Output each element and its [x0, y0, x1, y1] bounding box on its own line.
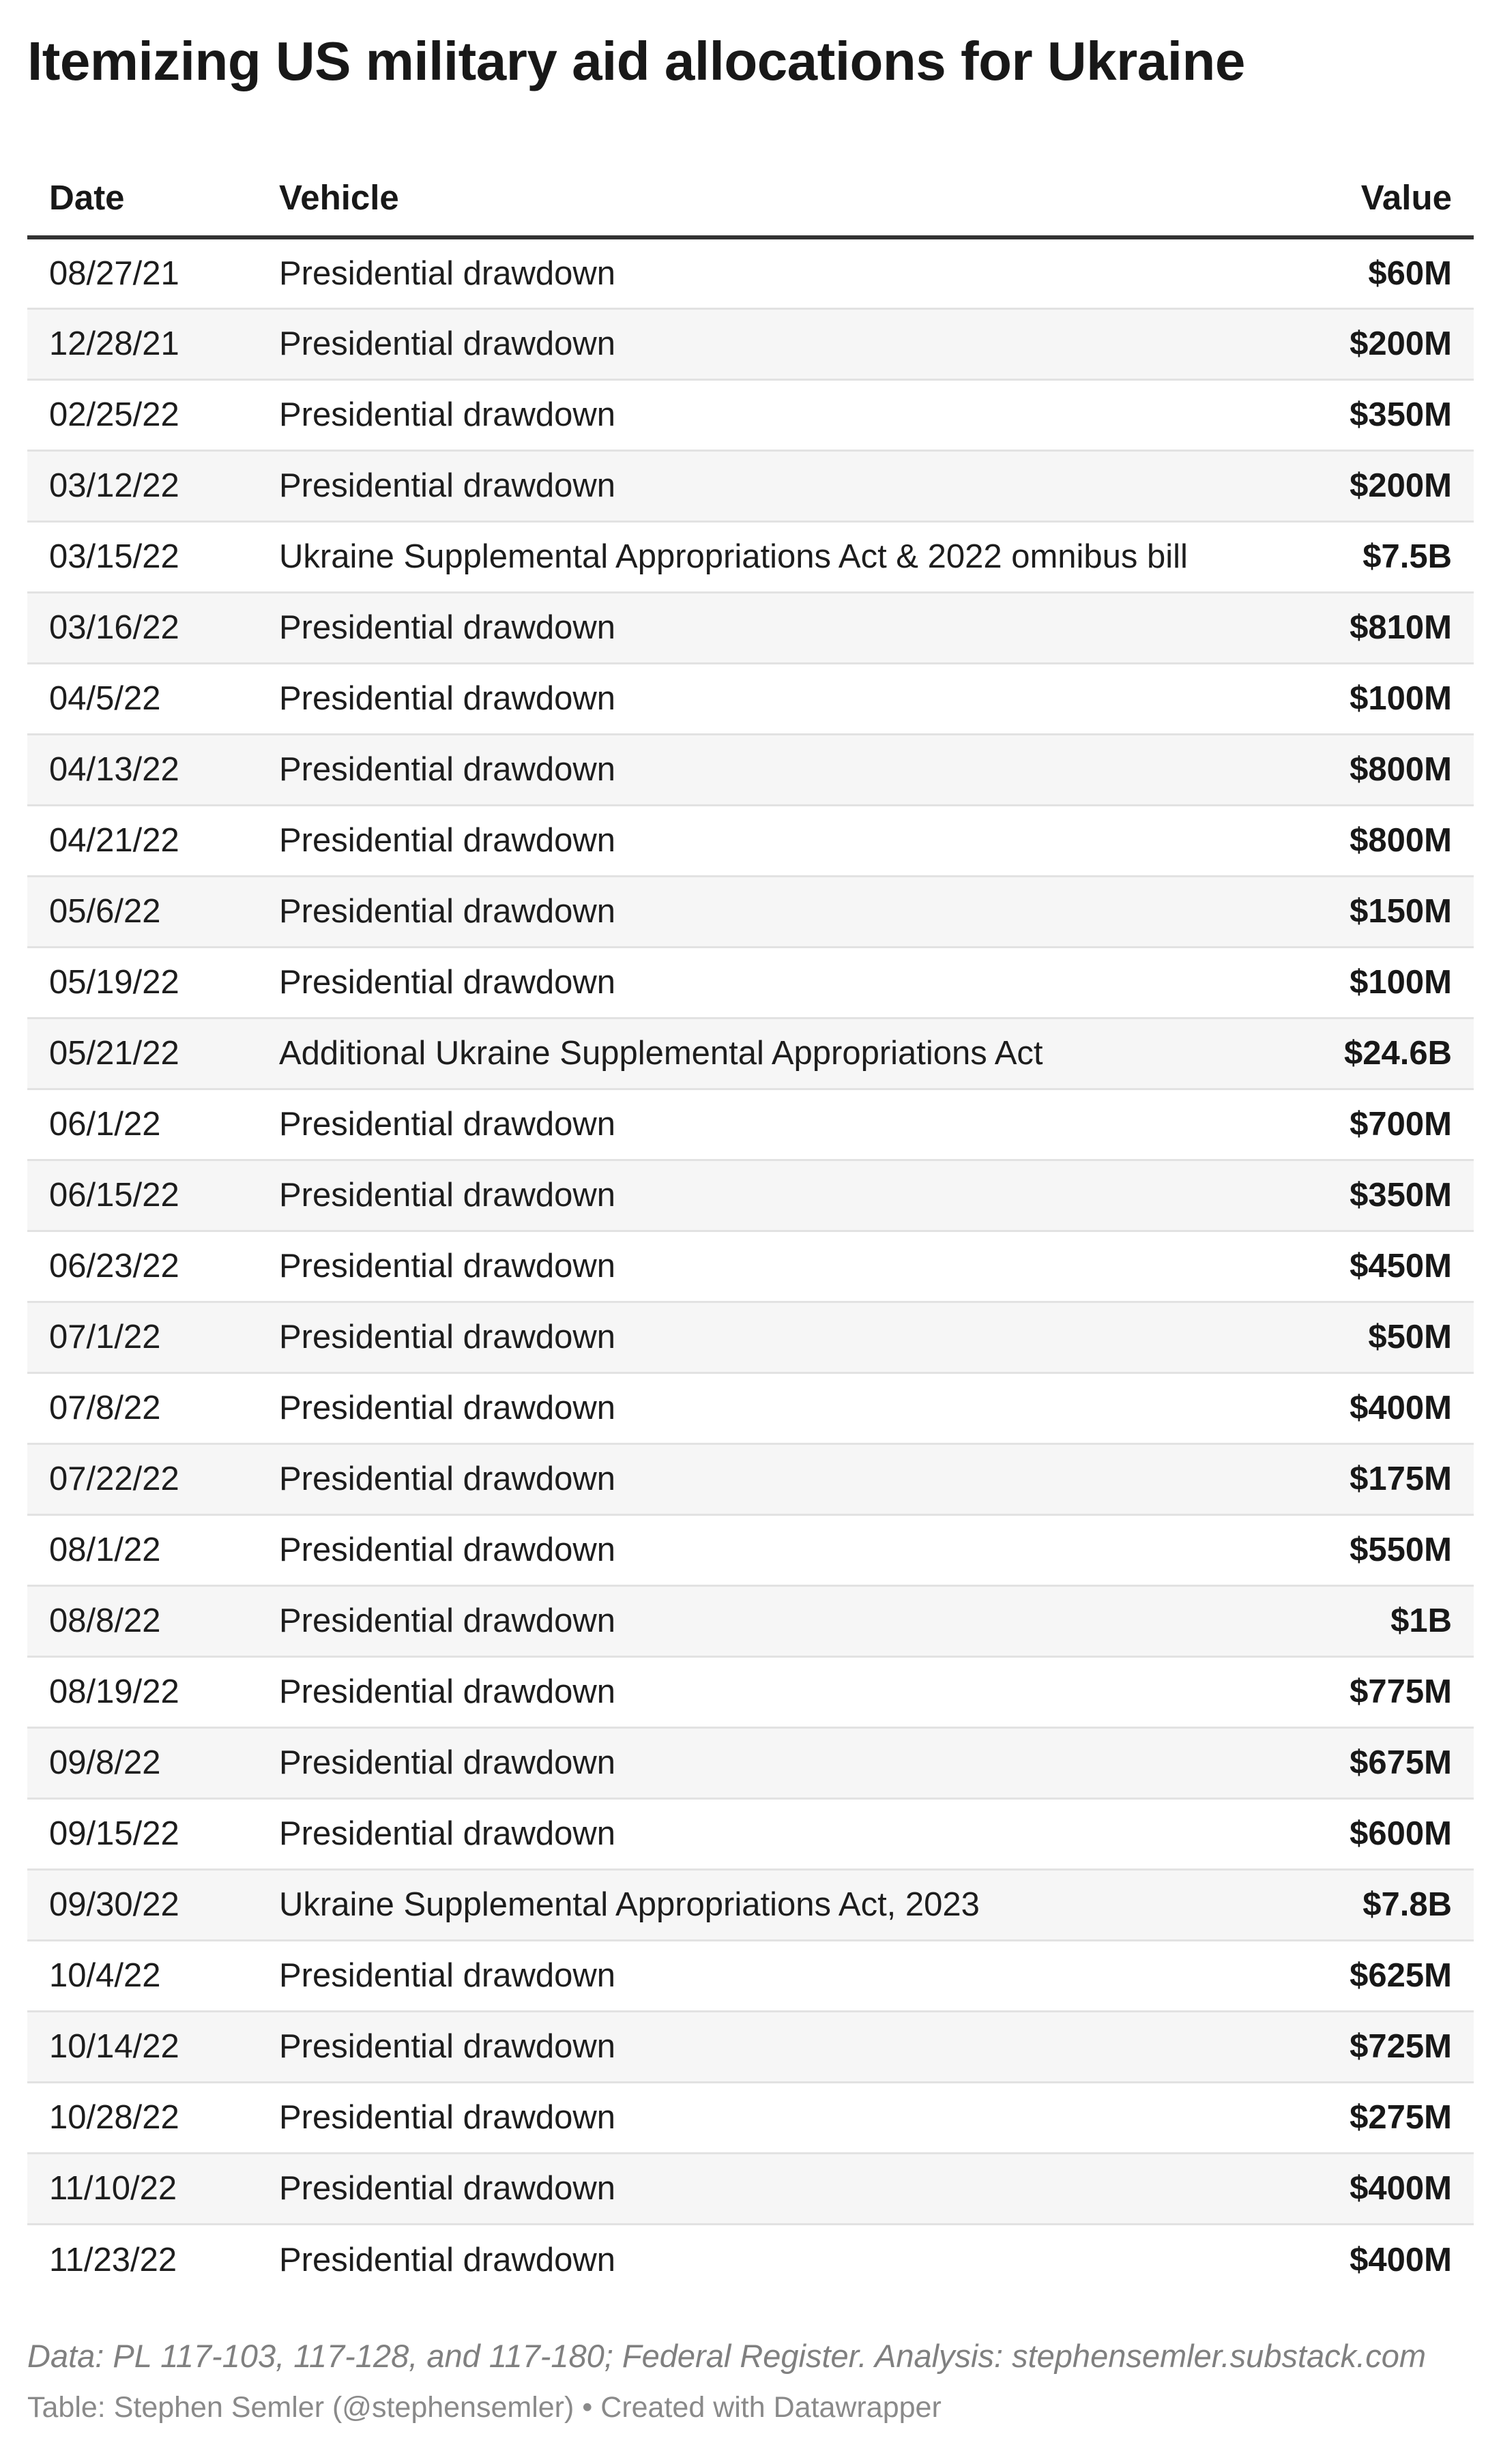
table-row	[27, 2082, 1474, 2153]
value-cell: $275M	[1245, 2082, 1474, 2153]
vehicle-cell: Presidential drawdown	[257, 2082, 1245, 2153]
vehicle-cell: Ukraine Supplemental Appropriations Act & 2022 omnibus bill	[257, 521, 1245, 592]
table-row	[27, 1373, 1474, 1443]
date-cell: 07/22/22	[27, 1443, 257, 1514]
table-row	[27, 237, 1474, 308]
date-cell: 09/15/22	[27, 1798, 257, 1869]
date-cell: 03/15/22	[27, 521, 257, 592]
table-row	[27, 2153, 1474, 2224]
value-cell: $1B	[1245, 1585, 1474, 1656]
vehicle-cell: Presidential drawdown	[257, 2011, 1245, 2082]
vehicle-cell: Presidential drawdown	[257, 876, 1245, 947]
value-cell: $350M	[1245, 379, 1474, 450]
value-cell: $800M	[1245, 805, 1474, 876]
vehicle-cell: Presidential drawdown	[257, 1940, 1245, 2011]
vehicle-cell: Additional Ukraine Supplemental Appropriations Act	[257, 1018, 1245, 1089]
table-row	[27, 2011, 1474, 2082]
vehicle-cell: Presidential drawdown	[257, 805, 1245, 876]
vehicle-cell: Presidential drawdown	[257, 1231, 1245, 1302]
date-cell: 04/5/22	[27, 663, 257, 734]
table-row	[27, 521, 1474, 592]
value-cell: $350M	[1245, 1160, 1474, 1231]
vehicle-cell: Presidential drawdown	[257, 237, 1245, 308]
table-row	[27, 805, 1474, 876]
date-cell: 05/19/22	[27, 947, 257, 1018]
value-cell: $800M	[1245, 734, 1474, 805]
table-row	[27, 1798, 1474, 1869]
table-row	[27, 1940, 1474, 2011]
date-cell: 04/21/22	[27, 805, 257, 876]
date-cell: 08/19/22	[27, 1656, 257, 1727]
vehicle-cell: Presidential drawdown	[257, 1514, 1245, 1585]
byline: Table: Stephen Semler (@stephensemler) • Created with Datawrapper	[27, 2391, 942, 2424]
date-cell: 02/25/22	[27, 379, 257, 450]
table-row	[27, 450, 1474, 521]
date-cell: 07/1/22	[27, 1302, 257, 1373]
column-header-value[interactable]: Value	[1245, 160, 1474, 237]
vehicle-cell: Presidential drawdown	[257, 1656, 1245, 1727]
value-cell: $725M	[1245, 2011, 1474, 2082]
table-row	[27, 1869, 1474, 1940]
date-cell: 08/8/22	[27, 1585, 257, 1656]
table-row	[27, 1514, 1474, 1585]
table-row	[27, 1656, 1474, 1727]
table-row	[27, 734, 1474, 805]
date-cell: 08/27/21	[27, 237, 257, 308]
date-cell: 03/16/22	[27, 592, 257, 663]
value-cell: $600M	[1245, 1798, 1474, 1869]
date-cell: 10/14/22	[27, 2011, 257, 2082]
value-cell: $400M	[1245, 1373, 1474, 1443]
value-cell: $400M	[1350, 2241, 1452, 2278]
table-header	[27, 160, 1474, 237]
value-cell: $625M	[1245, 1940, 1474, 2011]
value-cell: $100M	[1245, 663, 1474, 734]
value-cell: $24.6B	[1245, 1018, 1474, 1089]
value-cell: $700M	[1245, 1089, 1474, 1160]
date-cell: 06/1/22	[27, 1089, 257, 1160]
value-cell: $810M	[1245, 592, 1474, 663]
table-row	[27, 379, 1474, 450]
date-cell: 06/15/22	[27, 1160, 257, 1231]
date-cell: 11/10/22	[27, 2153, 257, 2224]
vehicle-cell: Presidential drawdown	[257, 379, 1245, 450]
vehicle-cell: Presidential drawdown	[257, 450, 1245, 521]
header-row	[27, 160, 1474, 237]
value-cell: $7.5B	[1245, 521, 1474, 592]
source-note: Data: PL 117-103, 117-128, and 117-180; Federal Register. Analysis: stephensemler.substack.com	[27, 2338, 1427, 2374]
date-cell: 08/1/22	[27, 1514, 257, 1585]
vehicle-cell: Ukraine Supplemental Appropriations Act, 2023	[257, 1869, 1245, 1940]
vehicle-cell: Presidential drawdown	[257, 663, 1245, 734]
date-cell: 12/28/21	[27, 308, 257, 379]
date-cell: 10/4/22	[27, 1940, 257, 2011]
date-cell: 04/13/22	[27, 734, 257, 805]
table-body	[27, 237, 1474, 2295]
vehicle-cell: Presidential drawdown	[257, 1798, 1245, 1869]
vehicle-cell: Presidential drawdown	[257, 1160, 1245, 1231]
date-cell: 05/6/22	[27, 876, 257, 947]
vehicle-cell: Presidential drawdown	[257, 1302, 1245, 1373]
column-header-vehicle[interactable]: Vehicle	[257, 160, 1245, 237]
value-cell: $200M	[1245, 308, 1474, 379]
value-cell: $675M	[1245, 1727, 1474, 1798]
aid-table	[27, 160, 1474, 2295]
vehicle-cell: Presidential drawdown	[257, 1727, 1245, 1798]
table-row	[27, 876, 1474, 947]
table-row	[27, 947, 1474, 1018]
vehicle-cell: Presidential drawdown	[257, 947, 1245, 1018]
vehicle-cell: Presidential drawdown	[279, 2241, 615, 2278]
value-cell: $60M	[1245, 237, 1474, 308]
table-row	[27, 2224, 1474, 2295]
column-header-date[interactable]: Date	[27, 160, 257, 237]
value-cell: $550M	[1245, 1514, 1474, 1585]
value-cell: $775M	[1245, 1656, 1474, 1727]
table-row	[27, 1727, 1474, 1798]
table-row	[27, 1231, 1474, 1302]
vehicle-cell: Presidential drawdown	[257, 734, 1245, 805]
table-row	[27, 592, 1474, 663]
vehicle-cell: Presidential drawdown	[257, 1373, 1245, 1443]
vehicle-cell: Presidential drawdown	[257, 1585, 1245, 1656]
value-cell: $400M	[1245, 2153, 1474, 2224]
value-cell: $150M	[1245, 876, 1474, 947]
table-row	[27, 1302, 1474, 1373]
chart-title: Itemizing US military aid allocations for Ukraine	[27, 31, 1245, 91]
vehicle-cell: Presidential drawdown	[257, 592, 1245, 663]
table-row	[27, 308, 1474, 379]
vehicle-cell: Presidential drawdown	[257, 1089, 1245, 1160]
vehicle-cell: Presidential drawdown	[257, 308, 1245, 379]
value-cell: $7.8B	[1245, 1869, 1474, 1940]
value-cell: $50M	[1245, 1302, 1474, 1373]
table-row	[27, 1089, 1474, 1160]
date-cell: 06/23/22	[27, 1231, 257, 1302]
value-cell: $450M	[1245, 1231, 1474, 1302]
date-cell: 03/12/22	[27, 450, 257, 521]
date-cell: 09/8/22	[27, 1727, 257, 1798]
table-row	[27, 663, 1474, 734]
date-cell: 05/21/22	[27, 1018, 257, 1089]
date-cell: 10/28/22	[27, 2082, 257, 2153]
date-cell: 11/23/22	[49, 2241, 177, 2278]
value-cell: $175M	[1245, 1443, 1474, 1514]
table-row	[27, 1160, 1474, 1231]
vehicle-cell: Presidential drawdown	[257, 1443, 1245, 1514]
date-cell: 07/8/22	[27, 1373, 257, 1443]
value-cell: $100M	[1245, 947, 1474, 1018]
date-cell: 09/30/22	[27, 1869, 257, 1940]
table-row	[27, 1018, 1474, 1089]
value-cell: $200M	[1245, 450, 1474, 521]
table-row	[27, 1585, 1474, 1656]
table-row	[27, 1443, 1474, 1514]
vehicle-cell: Presidential drawdown	[257, 2153, 1245, 2224]
